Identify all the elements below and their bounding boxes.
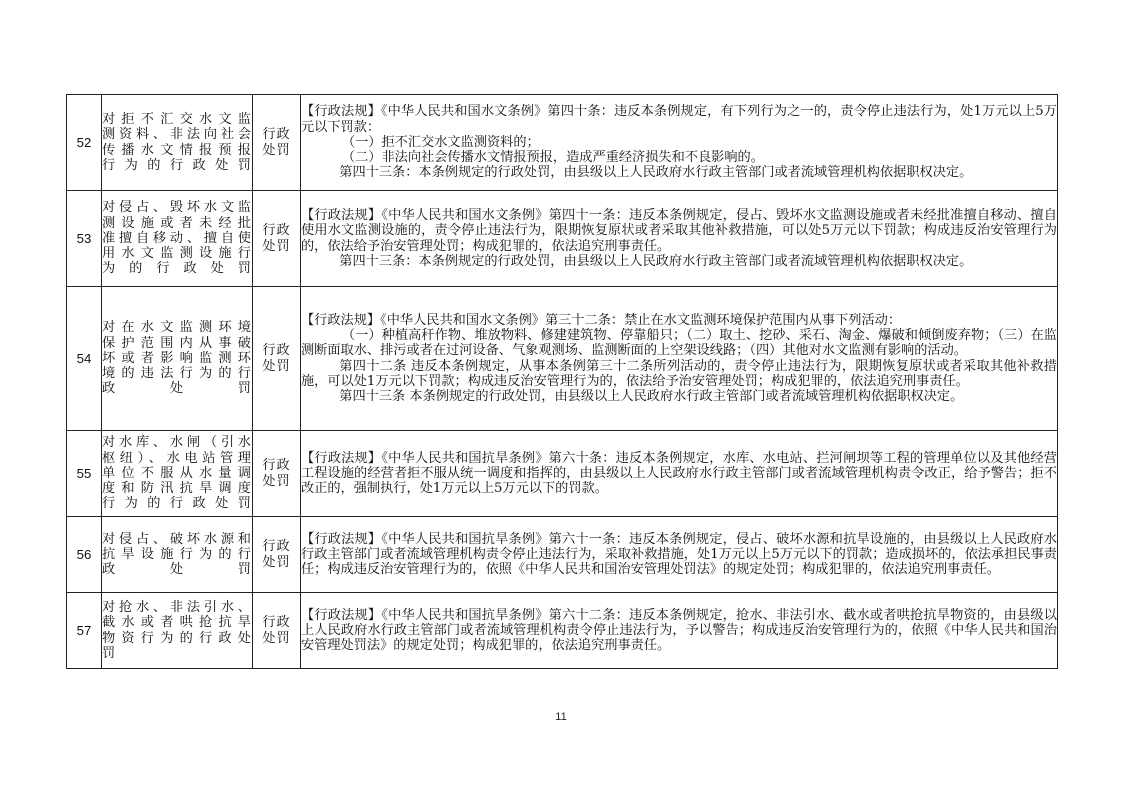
penalty-category <box>253 517 301 593</box>
row-number: 53 <box>67 191 102 287</box>
basis-paragraph: 第四十二条 违反本条例规定，从事本条例第三十二条所列活动的，责令停止违法行为，限期恢复原状或者采取其他补救措施，可以处1万元以下罚款；构成违反治安管理行为的，依法给予治安管理处罚；构成犯罪的，依法追究刑事责任。 <box>301 358 1057 389</box>
category-line: 行政 <box>262 615 291 631</box>
item-line: 政处罚 <box>102 562 252 578</box>
item-line: 测设施或者未经批 <box>102 215 252 231</box>
legal-basis <box>301 191 1058 287</box>
item-line: 行为的行政处罚 <box>102 157 252 173</box>
penalty-category <box>253 431 301 517</box>
penalty-item-name <box>102 191 253 287</box>
item-line: 度和防汛抗旱调度 <box>102 481 252 497</box>
table-row <box>67 287 1058 431</box>
item-line: 传播水文情报预报 <box>102 142 252 158</box>
item-line: 政处罚 <box>102 381 252 397</box>
item-line: 用水文监测设施行 <box>102 246 252 262</box>
basis-paragraph: 【行政法规】《中华人民共和国水文条例》第四十条：违反本条例规定，有下列行为之一的，责令停止违法行为，处1万元以上5万元以下罚款： <box>301 104 1057 135</box>
penalty-category <box>253 593 301 669</box>
item-line: 准擅自移动、擅自使 <box>102 230 252 246</box>
item-line: 行为的行政处罚 <box>102 496 252 512</box>
basis-paragraph: （二）非法向社会传播水文情报预报，造成严重经济损失和不良影响的。 <box>341 150 764 166</box>
category-line: 行政 <box>262 127 291 143</box>
basis-paragraph: 【行政法规】《中华人民共和国抗旱条例》第六十一条：违反本条例规定，侵占、破坏水源和抗旱设施的，由县级以上人民政府水行政主管部门或者流域管理机构责令停止违法行为，采取补救措施，处1万元以上5万元以下的罚款；造成损坏的，依法承担民事责任；构成违反治安管理行为的，依照《中华人民共和国治安管理处罚法》的规定处罚；构成犯罪的，依法追究刑事责任。 <box>301 531 1057 578</box>
item-line: 罚 <box>102 645 117 661</box>
row-number: 56 <box>67 517 102 593</box>
item-line: 测资料、非法向社会 <box>102 127 252 143</box>
item-line: 单位不服从水量调 <box>102 465 252 481</box>
legal-basis <box>301 95 1058 191</box>
item-line: 对侵占、毁坏水文监 <box>102 200 252 216</box>
legal-basis <box>301 431 1058 517</box>
penalty-table <box>66 94 1058 669</box>
basis-paragraph: 第四十三条：本条例规定的行政处罚，由县级以上人民政府水行政主管部门或者流域管理机构依据职权决定。 <box>339 253 973 269</box>
penalty-item-name <box>102 287 253 431</box>
basis-paragraph: 第四十三条 本条例规定的行政处罚，由县级以上人民政府水行政主管部门或者流域管理机构依据职权决定。 <box>339 388 964 404</box>
basis-paragraph: 【行政法规】《中华人民共和国水文条例》第四十一条：违反本条例规定，侵占、毁坏水文监测设施或者未经批准擅自移动、擅自使用水文监测设施的，责令停止违法行为，限期恢复原状或者采取其他补救措施，可以处5万元以下罚款；构成违反治安管理行为的，依法给予治安管理处罚；构成犯罪的，依法追究刑事责任。 <box>301 208 1057 254</box>
row-number: 54 <box>67 287 102 431</box>
item-line: 境的违法行为的行 <box>102 366 252 382</box>
penalty-category <box>253 95 301 191</box>
penalty-category <box>253 191 301 287</box>
category-line: 处罚 <box>262 142 291 158</box>
category-line: 处罚 <box>262 358 291 374</box>
penalty-category <box>253 287 301 431</box>
penalty-item-name <box>102 517 253 593</box>
penalty-item-name <box>102 431 253 517</box>
item-line: 抗旱设施行为的行 <box>102 546 252 562</box>
category-line: 处罚 <box>262 554 291 570</box>
item-line: 为的行政处罚 <box>102 261 252 277</box>
basis-paragraph: 【行政法规】《中华人民共和国抗旱条例》第六十条：违反本条例规定，水库、水电站、拦河闸坝等工程的管理单位以及其他经营工程设施的经营者拒不服从统一调度和指挥的，由县级以上人民政府水行政主管部门或者流域管理机构责令改正，给予警告；拒不改正的，强制执行，处1万元以上5万元以下的罚款。 <box>301 450 1057 497</box>
category-line: 行政 <box>262 223 291 239</box>
page-number: 11 <box>555 711 567 723</box>
category-line: 行政 <box>262 343 291 359</box>
item-line: 保护范围内从事破 <box>102 335 252 351</box>
category-line: 处罚 <box>262 473 291 489</box>
penalty-item-name <box>102 593 253 669</box>
item-line: 物资行为的行政处 <box>102 630 252 646</box>
item-line: 对在水文监测环境 <box>102 320 252 336</box>
legal-basis <box>301 287 1058 431</box>
category-line: 行政 <box>262 458 291 474</box>
basis-paragraph: （一）拒不汇交水文监测资料的； <box>341 134 540 150</box>
item-line: 截水或者哄抢抗旱 <box>102 615 252 631</box>
item-line: 坏或者影响监测环 <box>102 350 252 366</box>
basis-paragraph: （一）种植高秆作物、堆放物料、修建建筑物、停靠船只；（二）取土、挖砂、采石、淘金、爆破和倾倒废弃物；（三）在监测断面取水、排污或者在过河设备、气象观测场、监测断面的上空架设线路；（四）其他对水文监测有影响的活动。 <box>301 328 1057 359</box>
category-line: 行政 <box>262 539 291 555</box>
basis-paragraph: 第四十三条：本条例规定的行政处罚，由县级以上人民政府水行政主管部门或者流域管理机构依据职权决定。 <box>339 165 973 181</box>
table-row <box>67 593 1058 669</box>
penalty-item-name <box>102 95 253 191</box>
item-line: 对抢水、非法引水、 <box>102 600 252 616</box>
basis-paragraph: 【行政法规】《中华人民共和国抗旱条例》第六十二条：违反本条例规定，抢水、非法引水、截水或者哄抢抗旱物资的，由县级以上人民政府水行政主管部门或者流域管理机构责令停止违法行为，予以警告；构成违反治安管理行为的，依照《中华人民共和国治安管理处罚法》的规定处罚；构成犯罪的，依法追究刑事责任。 <box>301 607 1057 654</box>
table-row <box>67 517 1058 593</box>
row-number: 52 <box>67 95 102 191</box>
table-row <box>67 191 1058 287</box>
item-line: 对水库、水闸（引水 <box>102 435 252 451</box>
row-number: 55 <box>67 431 102 517</box>
category-line: 处罚 <box>262 238 291 254</box>
item-line: 枢纽）、水电站管理 <box>102 450 252 466</box>
table-row <box>67 95 1058 191</box>
basis-paragraph: 【行政法规】《中华人民共和国水文条例》第三十二条：禁止在水文监测环境保护范围内从事下列活动： <box>301 312 902 328</box>
legal-basis <box>301 517 1058 593</box>
table-row <box>67 431 1058 517</box>
row-number: 57 <box>67 593 102 669</box>
legal-basis <box>301 593 1058 669</box>
category-line: 处罚 <box>262 630 291 646</box>
item-line: 对拒不汇交水文监 <box>102 112 252 128</box>
item-line: 对侵占、破坏水源和 <box>102 531 252 547</box>
